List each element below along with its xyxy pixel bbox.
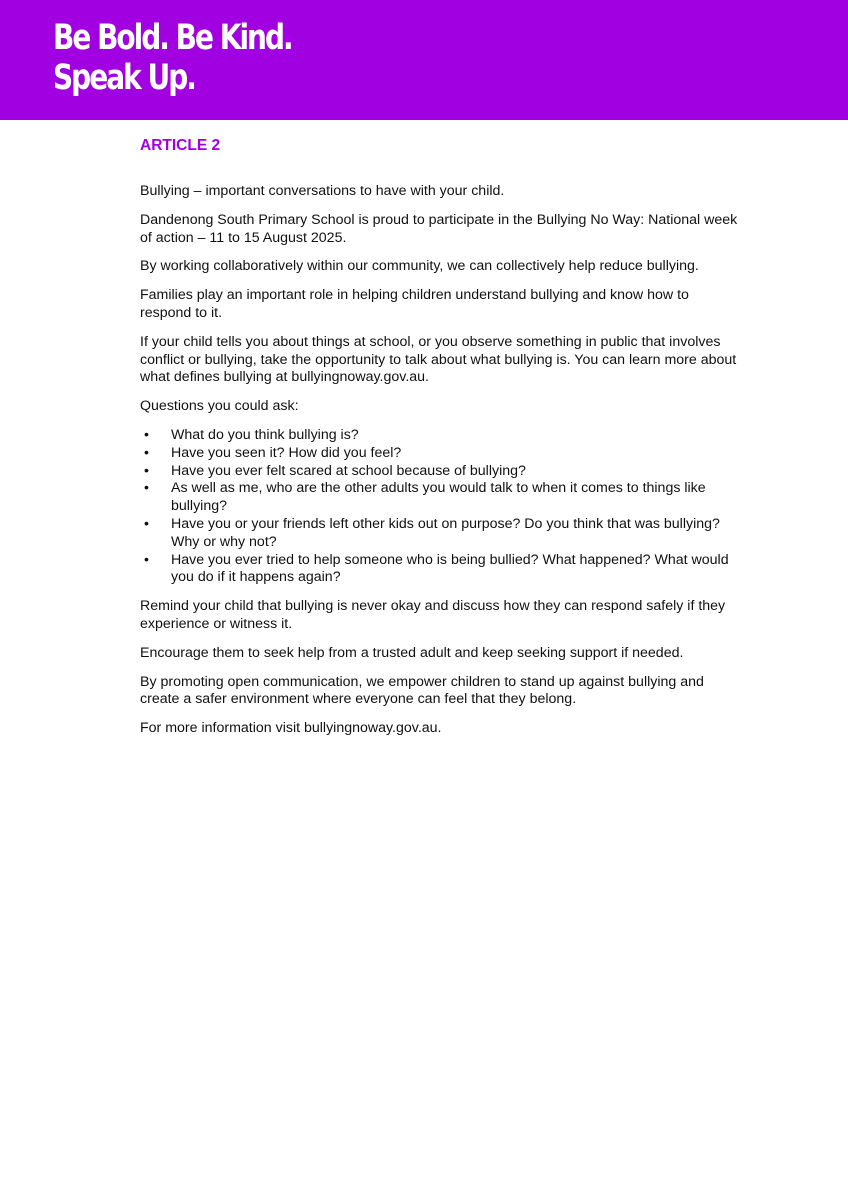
list-item: [140, 427, 740, 445]
bullet-icon: •: [144, 444, 149, 461]
campaign-logo: [53, 18, 292, 98]
question-text: What do you think bullying is?: [171, 426, 359, 443]
list-item: [140, 480, 740, 516]
article-subtitle: Bullying – important conversations to have with your child.: [140, 183, 505, 199]
bullet-icon: •: [144, 515, 149, 532]
header-banner: [0, 0, 848, 120]
question-text: Have you ever tried to help someone who is being bullied? What happened? What would you do if it happens again?: [171, 551, 729, 586]
list-item: [140, 445, 740, 463]
paragraph-promote: By promoting open communication, we empower children to stand up against bullying and create a safer environment where everyone can feel that they belong.: [140, 673, 704, 708]
paragraph-remind: Remind your child that bullying is never okay and discuss how they can respond safely if they experience or witness it.: [140, 598, 726, 632]
bullet-icon: •: [144, 426, 149, 443]
logo-line-1: Be Bold. Be Kind.: [53, 18, 292, 58]
bullet-icon: •: [144, 462, 149, 479]
questions-intro: Questions you could ask:: [140, 398, 299, 415]
question-text: Have you seen it? How did you feel?: [171, 444, 402, 461]
paragraph-collaboration: By working collaboratively within our community, we can collectively help reduce bullying.: [140, 258, 699, 275]
question-text: Have you or your friends left other kids out on purpose? Do you think that was bullying? Why or why not?: [171, 515, 720, 550]
bullet-icon: •: [144, 480, 149, 497]
paragraph-encourage: Encourage them to seek help from a trusted adult and keep seeking support if needed.: [140, 644, 684, 661]
paragraph-families: Families play an important role in helping children understand bullying and know how to respond to it.: [140, 287, 689, 321]
list-item: [140, 552, 740, 588]
list-item: [140, 516, 740, 552]
article-body: [140, 136, 740, 749]
paragraph-participation: Dandenong South Primary School is proud to participate in the Bullying No Way: National week of action – 11 to 15 August 2025.: [140, 211, 738, 246]
list-item: [140, 463, 740, 481]
bullet-icon: •: [144, 551, 149, 568]
article-label: ARTICLE 2: [140, 137, 221, 154]
logo-line-2: Speak Up.: [53, 58, 195, 98]
question-text: Have you ever felt scared at school because of bullying?: [171, 462, 526, 479]
question-text: As well as me, who are the other adults you would talk to when it comes to things like bullying?: [171, 480, 706, 515]
paragraph-conversation: If your child tells you about things at school, or you observe something in public that involves conflict or bullying, take the opportunity to talk about what bullying is. You can learn more about what defines bullying at bullyingnoway.gov.au.: [140, 333, 737, 386]
paragraph-more-info: For more information visit bullyingnoway.gov.au.: [140, 720, 442, 737]
questions-list: [140, 427, 740, 587]
